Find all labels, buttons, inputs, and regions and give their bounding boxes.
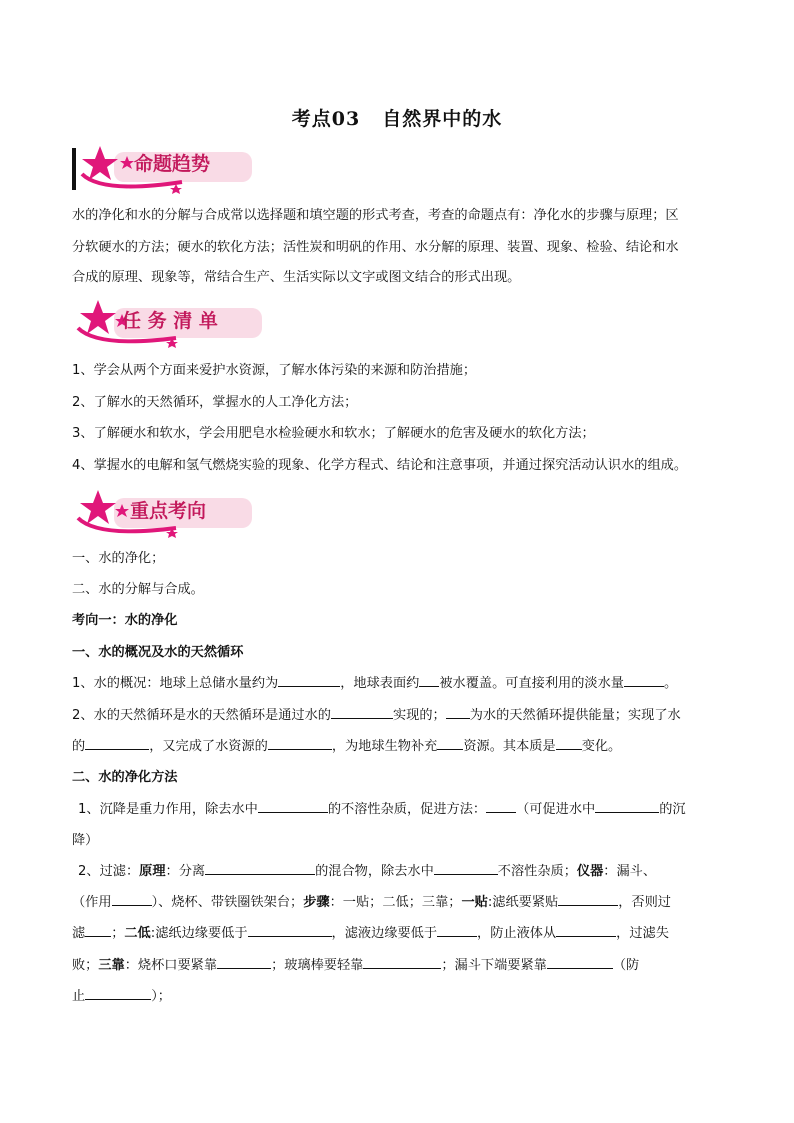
direction-1-heading: 考向一：水的净化 bbox=[72, 613, 178, 628]
fill-blank[interactable] bbox=[85, 922, 111, 937]
text: 仪器 bbox=[576, 864, 604, 879]
text: ，为地球生物补充 bbox=[331, 739, 438, 754]
fill-blank[interactable] bbox=[556, 922, 616, 937]
text: 被水覆盖。可直接利用的淡水量 bbox=[439, 676, 624, 691]
page-title bbox=[0, 104, 794, 131]
task-line-3: 3、了解硬水和软水，学会用肥皂水检验硬水和软水；了解硬水的危害及硬水的软化方法； bbox=[72, 426, 595, 441]
text: ，滤液边缘要低于 bbox=[331, 926, 438, 941]
s2-line-6 bbox=[72, 952, 724, 979]
banner-focus-label: 重点考向 bbox=[130, 500, 207, 522]
text: ）、烧杯、带铁圈铁架台； bbox=[151, 895, 304, 910]
fill-blank[interactable] bbox=[248, 922, 332, 937]
text: ：分离 bbox=[165, 864, 206, 879]
text: 不溶性杂质； bbox=[497, 864, 577, 879]
s2-line-1 bbox=[78, 796, 730, 823]
s2-line-2: 降） bbox=[72, 833, 99, 848]
title-code: 考点03 bbox=[291, 108, 361, 130]
text: :滤纸要紧贴 bbox=[487, 895, 559, 910]
fill-blank[interactable] bbox=[595, 798, 659, 813]
text: 2、过滤： bbox=[78, 864, 140, 879]
text: ，否则过 bbox=[618, 895, 671, 910]
fill-blank[interactable] bbox=[624, 672, 664, 687]
text: 三靠 bbox=[98, 958, 125, 973]
text: 败； bbox=[72, 958, 99, 973]
fill-blank[interactable] bbox=[258, 798, 328, 813]
text: ；玻璃棒要轻靠 bbox=[271, 958, 364, 973]
text: ，过滤失 bbox=[616, 926, 669, 941]
text: 2、水的天然循环是水的天然循环是通过水的 bbox=[72, 708, 331, 723]
fill-blank[interactable] bbox=[112, 891, 152, 906]
text: 原理 bbox=[139, 864, 166, 879]
fill-blank[interactable] bbox=[217, 954, 271, 969]
text: ：一贴；二低；三靠； bbox=[329, 895, 462, 910]
text: 变化。 bbox=[581, 739, 622, 754]
text: 止 bbox=[72, 989, 86, 1004]
fill-blank[interactable] bbox=[558, 891, 618, 906]
fill-blank[interactable] bbox=[268, 735, 332, 750]
text: 为水的天然循环提供能量；实现了水 bbox=[469, 708, 681, 723]
text: ，地球表面约 bbox=[340, 676, 420, 691]
text: ；漏斗下端要紧靠 bbox=[441, 958, 547, 973]
text: 滤 bbox=[72, 926, 86, 941]
text: 的不溶性杂质，促进方法： bbox=[327, 802, 487, 817]
banner-trend-label: 命题趋势 bbox=[134, 153, 211, 175]
fill-blank[interactable] bbox=[419, 672, 439, 687]
title-text: 自然界中的水 bbox=[382, 108, 503, 130]
text: 1、沉降是重力作用，除去水中 bbox=[78, 802, 258, 817]
text: 的混合物，除去水中 bbox=[315, 864, 434, 879]
text: 二低 bbox=[124, 926, 151, 941]
fill-blank[interactable] bbox=[85, 735, 149, 750]
s1-line-1 bbox=[72, 670, 724, 697]
section-2-heading: 二、水的净化方法 bbox=[72, 770, 178, 785]
fill-blank[interactable] bbox=[331, 704, 393, 719]
trend-line-1: 水的净化和水的分解与合成常以选择题和填空题的形式考查，考查的命题点有：净化水的步骤与原理；区 bbox=[72, 208, 679, 223]
trend-line-2: 分软硬水的方法；硬水的软化方法；活性炭和明矾的作用、水分解的原理、装置、现象、检验、结论和水 bbox=[72, 240, 679, 255]
fill-blank[interactable] bbox=[205, 860, 315, 875]
text: 实现的； bbox=[392, 708, 446, 723]
text: 的 bbox=[72, 739, 86, 754]
fill-blank[interactable] bbox=[85, 985, 151, 1000]
fill-blank[interactable] bbox=[556, 735, 582, 750]
text: 一贴 bbox=[461, 895, 488, 910]
text: 。 bbox=[663, 676, 678, 691]
text: （作用 bbox=[72, 895, 112, 910]
s1-line-3 bbox=[72, 733, 724, 760]
task-line-1: 1、学会从两个方面来爱护水资源，了解水体污染的来源和防治措施； bbox=[72, 363, 477, 378]
banner-tasks-label: 任 务 清 单 bbox=[122, 310, 218, 332]
text: 的沉 bbox=[659, 802, 686, 817]
banner-tasks bbox=[72, 298, 262, 342]
text: （防 bbox=[612, 958, 640, 973]
s1-line-2 bbox=[72, 702, 724, 729]
text: ； bbox=[111, 926, 125, 941]
fill-blank[interactable] bbox=[278, 672, 340, 687]
task-line-2: 2、了解水的天然循环，掌握水的人工净化方法； bbox=[72, 395, 358, 410]
fill-blank[interactable] bbox=[446, 704, 470, 719]
focus-line-2: 二、水的分解与合成。 bbox=[72, 582, 204, 597]
text: ，又完成了水资源的 bbox=[149, 739, 268, 754]
focus-line-1: 一、水的净化； bbox=[72, 551, 165, 566]
s2-line-7 bbox=[72, 983, 724, 1010]
trend-line-3: 合成的原理、现象等，常结合生产、生活实际以文字或图文结合的形式出现。 bbox=[72, 270, 521, 285]
fill-blank[interactable] bbox=[437, 922, 477, 937]
fill-blank[interactable] bbox=[547, 954, 613, 969]
s2-line-3 bbox=[78, 858, 730, 885]
text: 资源。其本质是 bbox=[463, 739, 556, 754]
text: ）； bbox=[151, 989, 171, 1004]
section-1-heading: 一、水的概况及水的天然循环 bbox=[72, 645, 244, 660]
text: （可促进水中 bbox=[516, 802, 596, 817]
fill-blank[interactable] bbox=[434, 860, 498, 875]
text: :滤纸边缘要低于 bbox=[150, 926, 248, 941]
banner-trend bbox=[72, 144, 262, 188]
fill-blank[interactable] bbox=[363, 954, 441, 969]
text: ：漏斗、 bbox=[603, 864, 657, 879]
s2-line-5 bbox=[72, 920, 724, 947]
text: ，防止液体从 bbox=[477, 926, 557, 941]
text: 1、水的概况：地球上总储水量约为 bbox=[72, 676, 279, 691]
task-line-4: 4、掌握水的电解和氢气燃烧实验的现象、化学方程式、结论和注意事项，并通过探究活动认识水的组成。 bbox=[72, 458, 688, 473]
text: 步骤 bbox=[303, 895, 330, 910]
banner-focus bbox=[72, 488, 262, 532]
fill-blank[interactable] bbox=[486, 798, 516, 813]
text: ：烧杯口要紧靠 bbox=[124, 958, 218, 973]
s2-line-4 bbox=[72, 889, 724, 916]
fill-blank[interactable] bbox=[437, 735, 463, 750]
